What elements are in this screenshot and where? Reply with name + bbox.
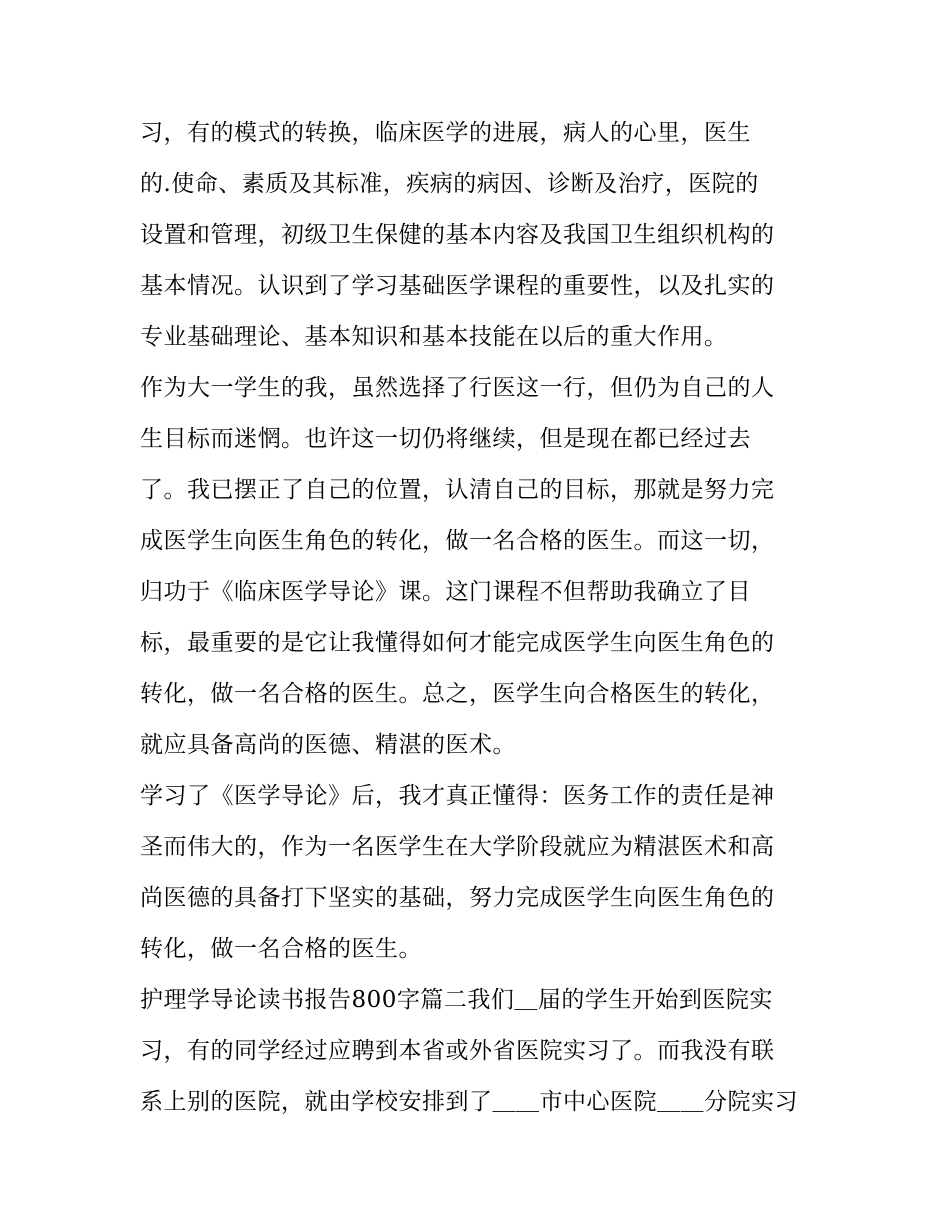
text-line: 归功于《临床医学导论》课。这门课程不但帮助我确立了目: [140, 579, 751, 605]
text-line: 圣而伟大的，作为一名医学生在大学阶段就应为精湛医术和高: [140, 834, 775, 860]
text-line: 作为大一学生的我，虽然选择了行医这一行，但仍为自己的人: [140, 375, 775, 401]
text-line: 设置和管理，初级卫生保健的基本内容及我国卫生组织机构的: [140, 222, 775, 248]
text-line: 就应具备高尚的医德、精湛的医术。: [140, 732, 516, 758]
text-line: 成医学生向医生角色的转化，做一名合格的医生。而这一切，: [140, 528, 775, 554]
text-line: 转化，做一名合格的医生。总之，医学生向合格医生的转化，: [140, 681, 775, 707]
text-line: 的.使命、素质及其标准，疾病的病因、诊断及治疗，医院的: [140, 171, 759, 197]
text-line: 系上别的医院，就由学校安排到了＿＿市中心医院＿＿分院实习: [140, 1089, 798, 1115]
text-line: 了。我已摆正了自己的位置，认清自己的目标，那就是努力完: [140, 477, 775, 503]
text-line: 尚医德的具备打下坚实的基础，努力完成医学生向医生角色的: [140, 885, 775, 911]
text-line: 转化，做一名合格的医生。: [140, 936, 422, 962]
text-line: 生目标而迷惘。也许这一切仍将继续，但是现在都已经过去: [140, 426, 751, 452]
text-line: 习，有的同学经过应聘到本省或外省医院实习了。而我没有联: [140, 1038, 775, 1064]
paragraph-2: [140, 363, 820, 771]
text-line: 学习了《医学导论》后，我才真正懂得：医务工作的责任是神: [140, 783, 775, 809]
text-line: 标，最重要的是它让我懂得如何才能完成医学生向医生角色的: [140, 630, 775, 656]
text-line: 习，有的模式的转换，临床医学的进展，病人的心里，医生: [140, 120, 751, 146]
text-line: 专业基础理论、基本知识和基本技能在以后的重大作用。: [140, 324, 728, 350]
text-line: 基本情况。认识到了学习基础医学课程的重要性，以及扎实的: [140, 273, 775, 299]
paragraph-3: [140, 771, 820, 975]
paragraph-1: [140, 108, 820, 363]
text-line: 护理学导论读书报告800字篇二我们＿届的学生开始到医院实: [140, 987, 773, 1013]
document-body: [140, 108, 820, 1128]
paragraph-4: [140, 975, 820, 1128]
